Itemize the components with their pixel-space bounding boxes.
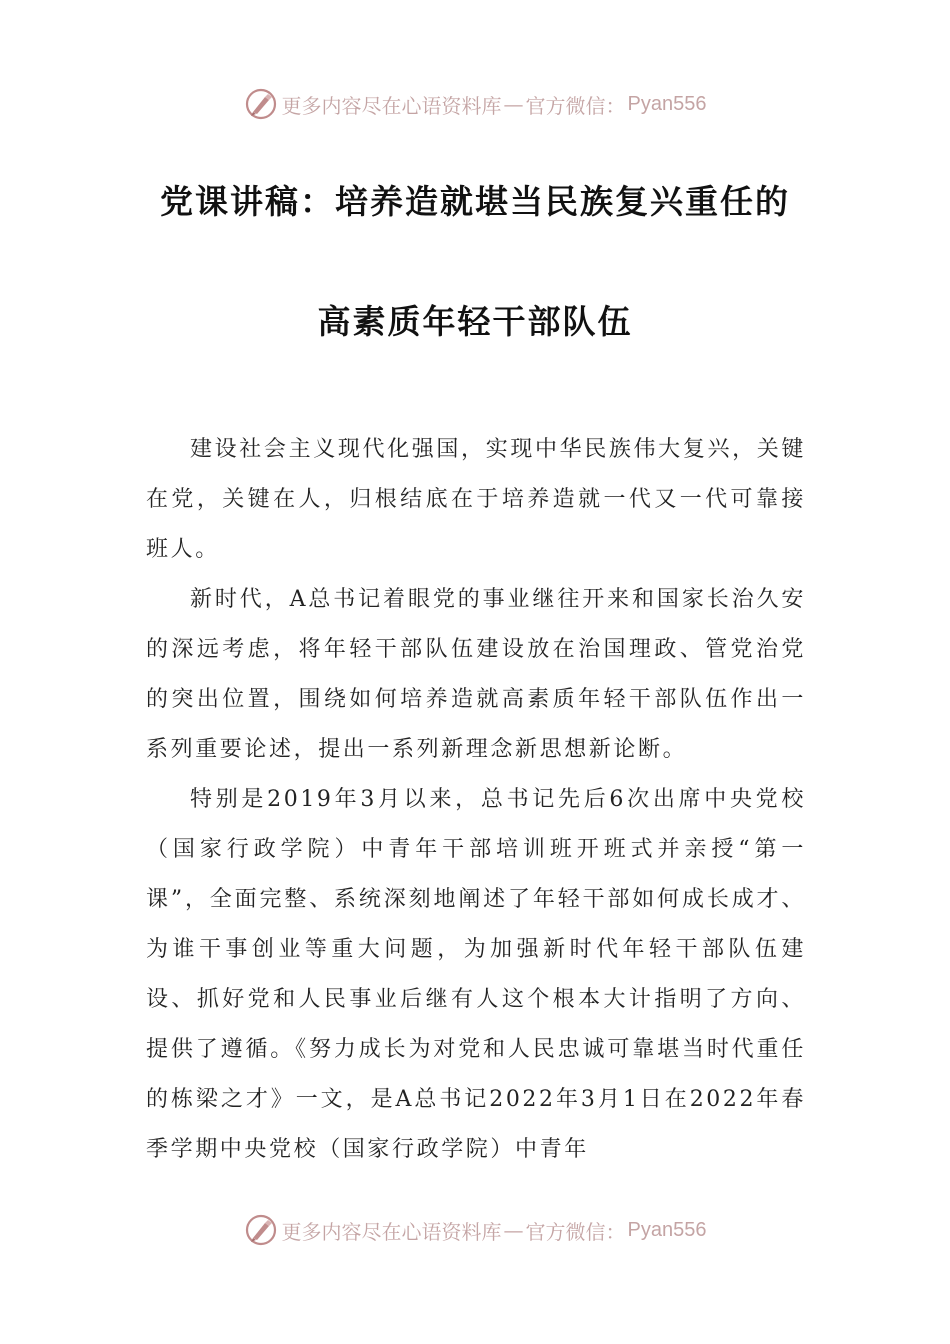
pen-nib-logo-icon [244,1213,278,1247]
footer-watermark [0,1210,950,1250]
header-watermark [0,84,950,124]
document-title-line-1: 党课讲稿：培养造就堪当民族复兴重任的 [160,182,790,221]
watermark-main-text: 更多内容尽在心语资料库 [281,93,502,118]
document-body [146,425,806,1175]
watermark-dash: — [503,1218,524,1242]
watermark-wechat-label: 官方微信： [525,1219,626,1244]
body-paragraph: 特别是2019年3月以来，总书记先后6次出席中央党校（国家行政学院）中青年干部培训班开班式并亲授“第一课”，全面完整、系统深刻地阐述了年轻干部如何成长成才、为谁干事创业等重大问题，为加强新时代年轻干部队伍建设、抓好党和人民事业后继有人这个根本大计指明了方向、提供了遵循。《努力成长为对党和人民忠诚可靠堪当时代重任的栋梁之才》一文，是A总书记2022年3月1日在2022年春季学期中央党校（国家行政学院）中青年 [146,787,806,1162]
body-paragraph: 建设社会主义现代化强国，实现中华民族伟大复兴，关键在党，关键在人，归根结底在于培养造就一代又一代可靠接班人。 [146,437,806,562]
watermark-dash: — [503,92,524,116]
watermark-wechat-id: Pyan556 [627,92,707,115]
watermark-wechat-label: 官方微信： [525,93,626,118]
document-title-line-2: 高素质年轻干部队伍 [317,302,633,341]
pen-nib-logo-icon [244,87,278,121]
watermark-wechat-id: Pyan556 [627,1218,707,1241]
body-paragraph: 新时代，A总书记着眼党的事业继往开来和国家长治久安的深远考虑，将年轻干部队伍建设放在治国理政、管党治党的突出位置，围绕如何培养造就高素质年轻干部队伍作出一系列重要论述，提出一系列新理念新思想新论断。 [146,587,806,762]
watermark-main-text: 更多内容尽在心语资料库 [281,1219,502,1244]
